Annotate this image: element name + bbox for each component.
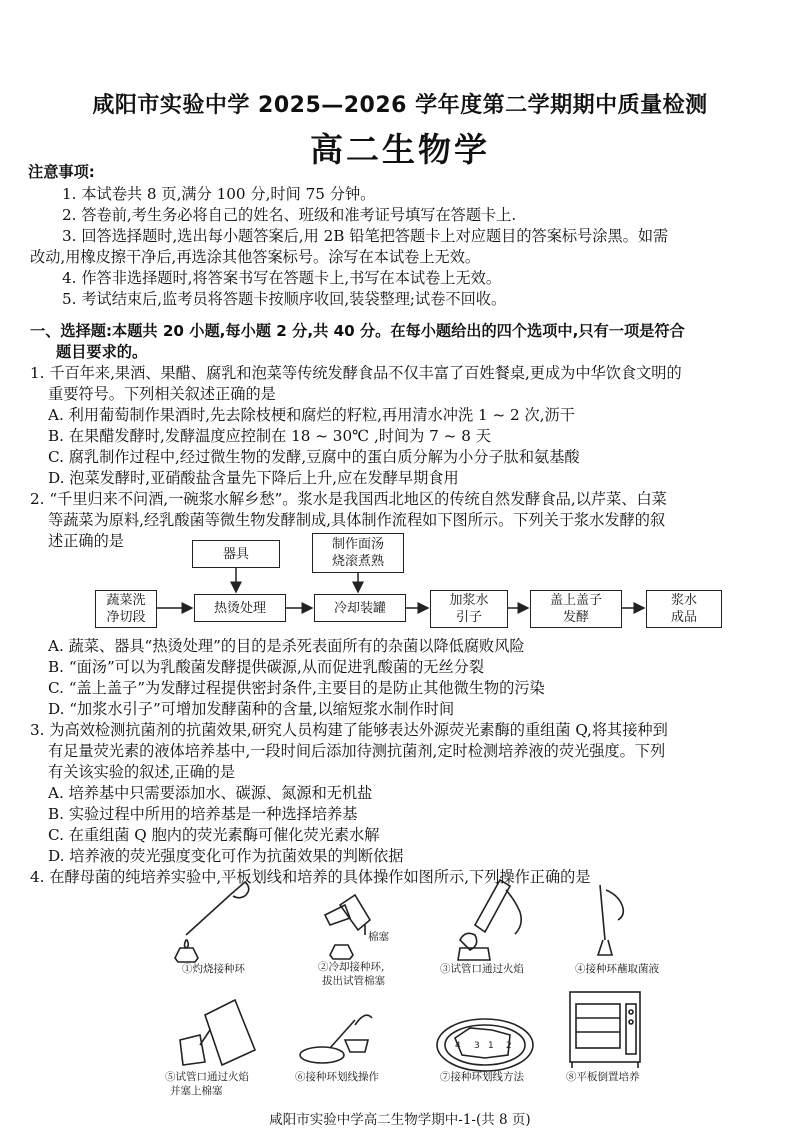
flow-label: 发酵 — [562, 610, 589, 625]
q1-option-d: D. 泡菜发酵时,亚硝酸盐含量先下降后上升,应在发酵早期食用 — [48, 469, 459, 487]
page-footer: 咸阳市实验中学高二生物学期中-1-(共 8 页) — [269, 1112, 531, 1128]
q3-option-d: D. 培养液的荧光强度变化可作为抗菌效果的判断依据 — [48, 847, 404, 865]
notice-item: 5. 考试结束后,监考员将答题卡按顺序收回,装袋整理;试卷不回收。 — [62, 290, 507, 308]
q2-stem: 等蔬菜为原料,经乳酸菌等微生物发酵制成,具体制作流程如下图所示。下列关于浆水发酵的叙 — [48, 511, 666, 529]
caption-6: ⑥接种环划线操作 — [295, 1071, 379, 1083]
subject-title: 高二生物学 — [310, 130, 490, 169]
plate-mark: 2 — [506, 1041, 512, 1051]
flow-label: 烧滚煮熟 — [331, 554, 384, 569]
plate-mark: 4 — [455, 1041, 461, 1051]
streak-plate-icon — [300, 1015, 372, 1063]
flow-label: 盖上盖子 — [549, 593, 602, 608]
flow-label: 浆水 — [670, 593, 697, 608]
notice-item: 改动,用橡皮擦干净后,再选涂其他答案标号。涂写在本试卷上无效。 — [30, 248, 481, 266]
caption-2a: ②冷却接种环, — [318, 961, 385, 973]
incubator-icon — [570, 992, 640, 1068]
q3-option-c: C. 在重组菌 Q 胞内的荧光素酶可催化荧光素水解 — [48, 826, 380, 844]
caption-5b: 并塞上棉塞 — [170, 1085, 223, 1097]
inoculating-loop-icon — [598, 885, 623, 955]
caption-8: ⑧平板倒置培养 — [566, 1071, 640, 1083]
caption-1: ①灼烧接种环 — [182, 963, 245, 975]
q3-option-a: A. 培养基中只需要添加水、碳源、氮源和无机盐 — [48, 784, 373, 802]
q2-stem: 述正确的是 — [48, 532, 124, 550]
flow-label: 净切段 — [106, 610, 146, 625]
q1-option-a: A. 利用葡萄制作果酒时,先去除枝梗和腐烂的籽粒,再用清水冲洗 1 ~ 2 次,沥干 — [48, 406, 575, 424]
plate-mark: 1 — [488, 1041, 494, 1051]
q2-option-d: D. “加浆水引子”可增加发酵菌种的含量,以缩短浆水制作时间 — [48, 700, 455, 718]
flow-label: 器具 — [222, 546, 249, 562]
notice-heading: 注意事项: — [28, 163, 95, 181]
q3-stem: 有关该实验的叙述,正确的是 — [48, 763, 236, 781]
caption-5a: ⑤试管口通过火焰 — [165, 1071, 249, 1083]
petri-dish-icon — [437, 1019, 533, 1071]
notice-item: 3. 回答选择题时,选出每小题答案后,用 2B 铅笔把答题卡上对应题目的答案标号涂黑。如需 — [62, 227, 669, 245]
q3-stem: 3. 为高效检测抗菌剂的抗菌效果,研究人员构建了能够表达外源荧光素酶的重组菌 Q,将其接种到 — [30, 721, 668, 739]
flow-label: 热烫处理 — [213, 600, 266, 616]
caption-4: ④接种环蘸取菌液 — [575, 963, 659, 975]
section-heading: 一、选择题:本题共 20 小题,每小题 2 分,共 40 分。在每小题给出的四个选项中,只有一项是符合 — [30, 322, 685, 340]
caption-3: ③试管口通过火焰 — [440, 963, 524, 975]
q3-option-b: B. 实验过程中所用的培养基是一种选择培养基 — [48, 805, 358, 823]
exam-title: 咸阳市实验中学 2025—2026 学年度第二学期期中质量检测 — [92, 93, 708, 118]
alcohol-lamp-icon — [175, 882, 249, 962]
cotton-plug-label: 棉塞 — [368, 931, 389, 943]
test-tube-flame-icon — [458, 880, 521, 960]
q1-stem: 1. 千百年来,果酒、果醋、腐乳和泡菜等传统发酵食品不仅丰富了百姓餐桌,更成为中华饮食文明的 — [30, 364, 682, 382]
q2-stem: 2. “千里归来不问酒,一碗浆水解乡愁”。浆水是我国西北地区的传统自然发酵食品,以芹菜、白菜 — [30, 490, 667, 508]
q1-option-b: B. 在果醋发酵时,发酵温度应控制在 18 ~ 30℃ ,时间为 7 ~ 8 天 — [48, 427, 491, 445]
notice-item: 1. 本试卷共 8 页,满分 100 分,时间 75 分钟。 — [62, 185, 376, 203]
flow-label: 蔬菜洗 — [106, 593, 146, 608]
flow-label: 制作面汤 — [331, 537, 384, 552]
flow-label: 引子 — [455, 610, 482, 625]
q1-stem: 重要符号。下列相关叙述正确的是 — [48, 385, 276, 403]
q2-option-a: A. 蔬菜、器具“热烫处理”的目的是杀死表面所有的杂菌以降低腐败风险 — [48, 637, 525, 655]
caption-7: ⑦接种环划线方法 — [440, 1071, 524, 1083]
plate-mark: 3 — [474, 1041, 480, 1051]
notice-item: 4. 作答非选择题时,将答案书写在答题卡上,书写在本试卷上无效。 — [62, 269, 502, 287]
caption-2b: 拔出试管棉塞 — [322, 975, 385, 987]
test-tube-icon — [325, 895, 370, 959]
section-heading-cont: 题目要求的。 — [56, 343, 148, 361]
q2-option-c: C. “盖上盖子”为发酵过程提供密封条件,主要目的是防止其他微生物的污染 — [48, 679, 545, 697]
q1-option-c: C. 腐乳制作过程中,经过微生物的发酵,豆腐中的蛋白质分解为小分子肽和氨基酸 — [48, 448, 580, 466]
notice-item: 2. 答卷前,考生务必将自己的姓名、班级和准考证号填写在答题卡上. — [62, 206, 517, 224]
flow-label: 成品 — [670, 610, 697, 625]
test-tube-plug-icon — [180, 1000, 255, 1065]
q3-stem: 有足量荧光素的液体培养基中,一段时间后添加待测抗菌剂,定时检测培养液的荧光强度。下列 — [48, 742, 666, 760]
flow-label: 冷却装罐 — [333, 600, 386, 616]
flow-label: 加浆水 — [449, 593, 489, 608]
q4-stem: 4. 在酵母菌的纯培养实验中,平板划线和培养的具体操作如图所示,下列操作正确的是 — [30, 868, 591, 886]
q2-option-b: B. “面汤”可以为乳酸菌发酵提供碳源,从而促进乳酸菌的无丝分裂 — [48, 658, 485, 676]
